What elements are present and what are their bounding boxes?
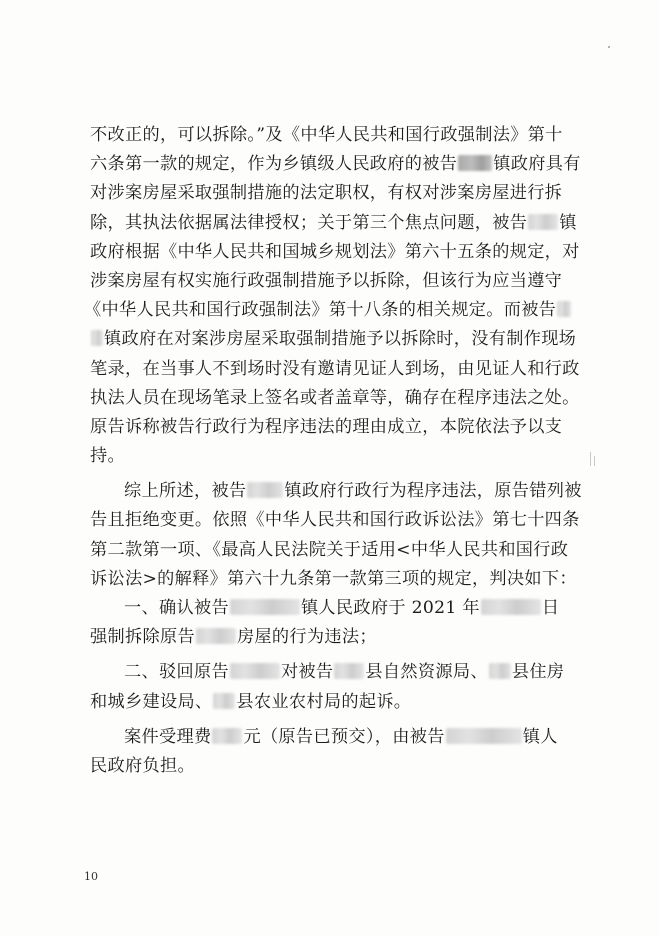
redacted-name (213, 693, 235, 709)
text-line (90, 179, 580, 208)
redacted-name (446, 728, 522, 744)
line-text: 不改正的，可以拆除。”及《中华人民共和国行政强制法》第十 (90, 125, 563, 145)
redacted-name (247, 482, 283, 498)
line-text: 强制拆除原告 (90, 627, 195, 648)
redacted-amount (212, 728, 242, 744)
line-text: 《中华人民共和国行政强制法》第十八条的相关规定。而被告 (84, 300, 557, 321)
line-text: 民政府负担。 (90, 755, 195, 776)
text-line (90, 121, 580, 150)
redacted-name (230, 663, 280, 679)
line-text: 县农业农村局的起诉。 (236, 691, 412, 712)
text-line (90, 565, 580, 594)
text-line (90, 355, 580, 384)
line-text: 政府根据《中华人民共和国城乡规划法》第六十五条的规定，对 (90, 241, 580, 262)
text-line (90, 384, 580, 413)
text-line (90, 477, 580, 506)
line-text: 镇政府在对案涉房屋采取强制措施予以拆除时，没有制作现场 (104, 329, 577, 350)
text-line (90, 594, 580, 623)
redacted-name (91, 330, 103, 346)
text-line (90, 536, 580, 565)
text-line (90, 413, 580, 442)
line-text: 镇政府具有 (493, 154, 581, 175)
line-text: 镇 (559, 212, 577, 233)
line-text: 涉案房屋有权实施行政强制措施予以拆除，但该行为应当遵守 (90, 270, 563, 291)
redacted-name (458, 155, 492, 171)
line-text: 对被告 (280, 662, 334, 683)
line-text: 县自然资源局、 (365, 662, 488, 683)
redacted-name (230, 599, 300, 615)
line-text: 笔录，在当事人不到场时没有邀请见证人到场，由见证人和行政 (90, 358, 580, 379)
line-text: 除，其执法依据属法律授权；关于第三个焦点问题，被告 (90, 212, 528, 233)
line-text: 镇人 (522, 726, 558, 747)
line-text: 持。 (90, 446, 125, 467)
redacted-name (557, 301, 571, 317)
redacted-name (528, 214, 558, 230)
line-text: 二、驳回原告 (124, 662, 229, 683)
text-line (90, 752, 580, 781)
text-line (90, 623, 580, 652)
redacted-name (334, 663, 364, 679)
line-text: 第二款第一项、《最高人民法院关于适用<中华人民共和国行政 (90, 539, 569, 560)
scan-mark (594, 456, 595, 466)
line-text: 元（原告已预交），由被告 (243, 726, 445, 747)
text-line (90, 506, 580, 535)
line-text: 案件受理费 (124, 726, 212, 747)
line-text: 诉讼法>的解释》第六十九条第一款第三项的规定，判决如下： (90, 568, 577, 589)
text-line (90, 267, 580, 296)
line-text: 执法人员在现场笔录上签名或者盖章等，确存在程序违法之处。 (90, 387, 580, 408)
text-line (90, 209, 580, 238)
line-text: 房屋的行为违法； (236, 627, 377, 648)
line-text: 六条第一款的规定，作为乡镇级人民政府的被告 (90, 154, 458, 175)
line-text: 镇人民政府于 2021 年 (300, 598, 480, 618)
text-line (90, 723, 580, 752)
redacted-date (481, 599, 541, 615)
scan-speck (608, 46, 610, 48)
redacted-name (489, 663, 511, 679)
line-text: 对涉案房屋采取强制措施的法定职权，有权对涉案房屋进行拆 (90, 183, 563, 204)
text-line (90, 688, 580, 717)
text-line (90, 150, 580, 179)
scan-mark (590, 452, 591, 466)
redacted-name (196, 628, 236, 644)
text-line (90, 658, 580, 687)
page-number: 10 (84, 870, 98, 883)
line-text: 原告诉称被告行政行为程序违法的理由成立，本院依法予以支 (90, 416, 563, 437)
judgment-text (84, 121, 582, 781)
line-text: 县住房 (511, 662, 565, 683)
line-text: 和城乡建设局、 (90, 691, 213, 712)
line-text: 日 (541, 598, 560, 618)
line-text: 综上所述，被告 (124, 481, 247, 502)
line-text: 镇政府行政行为程序违法，原告错列被 (284, 481, 582, 502)
text-line (84, 296, 580, 325)
line-text: 一、确认被告 (124, 598, 229, 618)
line-text: 告且拒绝变更。依照《中华人民共和国行政诉讼法》第七十四条 (90, 510, 580, 531)
text-line (90, 238, 580, 267)
text-line (90, 325, 580, 354)
text-line (90, 442, 580, 471)
